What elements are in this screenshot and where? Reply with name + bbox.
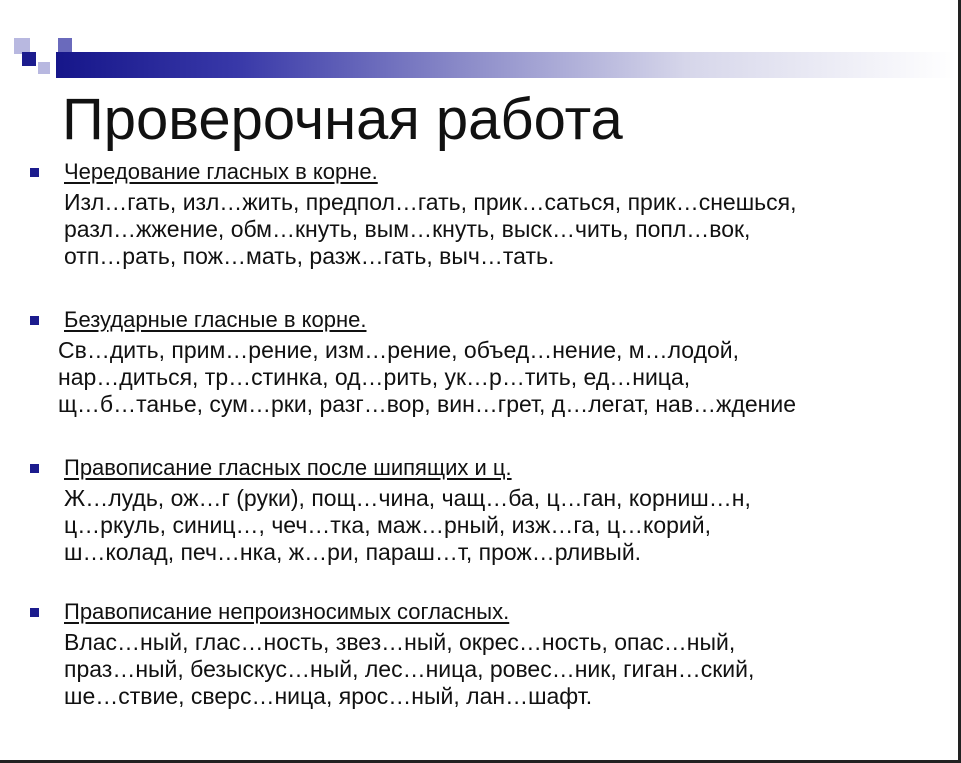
section-lines	[64, 189, 797, 270]
exercise-line: ш…колад, печ…нка, ж…ри, параш…т, прож…рливый.	[64, 539, 642, 565]
decor-square-light-small	[38, 62, 50, 74]
exercise-line: ше…ствие, сверс…ница, ярос…ный, лан…шафт.	[64, 683, 593, 709]
section-heading: Правописание гласных после шипящих и ц.	[64, 455, 512, 480]
exercise-line: щ…б…танье, сум…рки, разг…вор, вин…грет, д…легат, нав…ждение	[58, 391, 796, 417]
square-bullet-icon	[30, 608, 39, 617]
header-gradient-bar	[56, 52, 956, 78]
square-bullet-icon	[30, 464, 39, 473]
exercise-line: разл…жжение, обм…кнуть, вым…кнуть, выск…чить, попл…вок,	[64, 216, 751, 242]
section-heading: Безударные гласные в корне.	[64, 307, 367, 332]
page-title: Проверочная работа	[62, 87, 623, 152]
exercise-line: Св…дить, прим…рение, изм…рение, объед…нение, м…лодой,	[58, 337, 740, 363]
decor-square-dark	[22, 52, 36, 66]
exercise-line: Влас…ный, глас…ность, звез…ный, окрес…ность, опас…ный,	[64, 629, 736, 655]
section-lines	[58, 337, 796, 418]
exercise-line: Ж…лудь, ож…г (руки), пощ…чина, чащ…ба, ц…ган, корниш…н,	[64, 485, 751, 511]
exercise-line: отп…рать, пож…мать, разж…гать, выч…тать.	[64, 243, 555, 269]
section-heading: Правописание непроизносимых согласных.	[64, 599, 510, 624]
exercise-line: нар…диться, тр…стинка, од…рить, ук…р…тить, ед…ница,	[58, 364, 691, 390]
exercise-line: праз…ный, безыскус…ный, лес…ница, ровес…ник, гиган…ский,	[64, 656, 755, 682]
exercise-line: ц…ркуль, синиц…, чеч…тка, маж…рный, изж…га, ц…корий,	[64, 512, 712, 538]
section-lines	[64, 629, 754, 710]
section-heading: Чередование гласных в корне.	[64, 159, 378, 184]
exercise-line: Изл…гать, изл…жить, предпол…гать, прик…саться, прик…снешься,	[64, 189, 797, 215]
square-bullet-icon	[30, 168, 39, 177]
section-lines	[64, 485, 751, 566]
square-bullet-icon	[30, 316, 39, 325]
decor-square-mid	[58, 38, 72, 52]
